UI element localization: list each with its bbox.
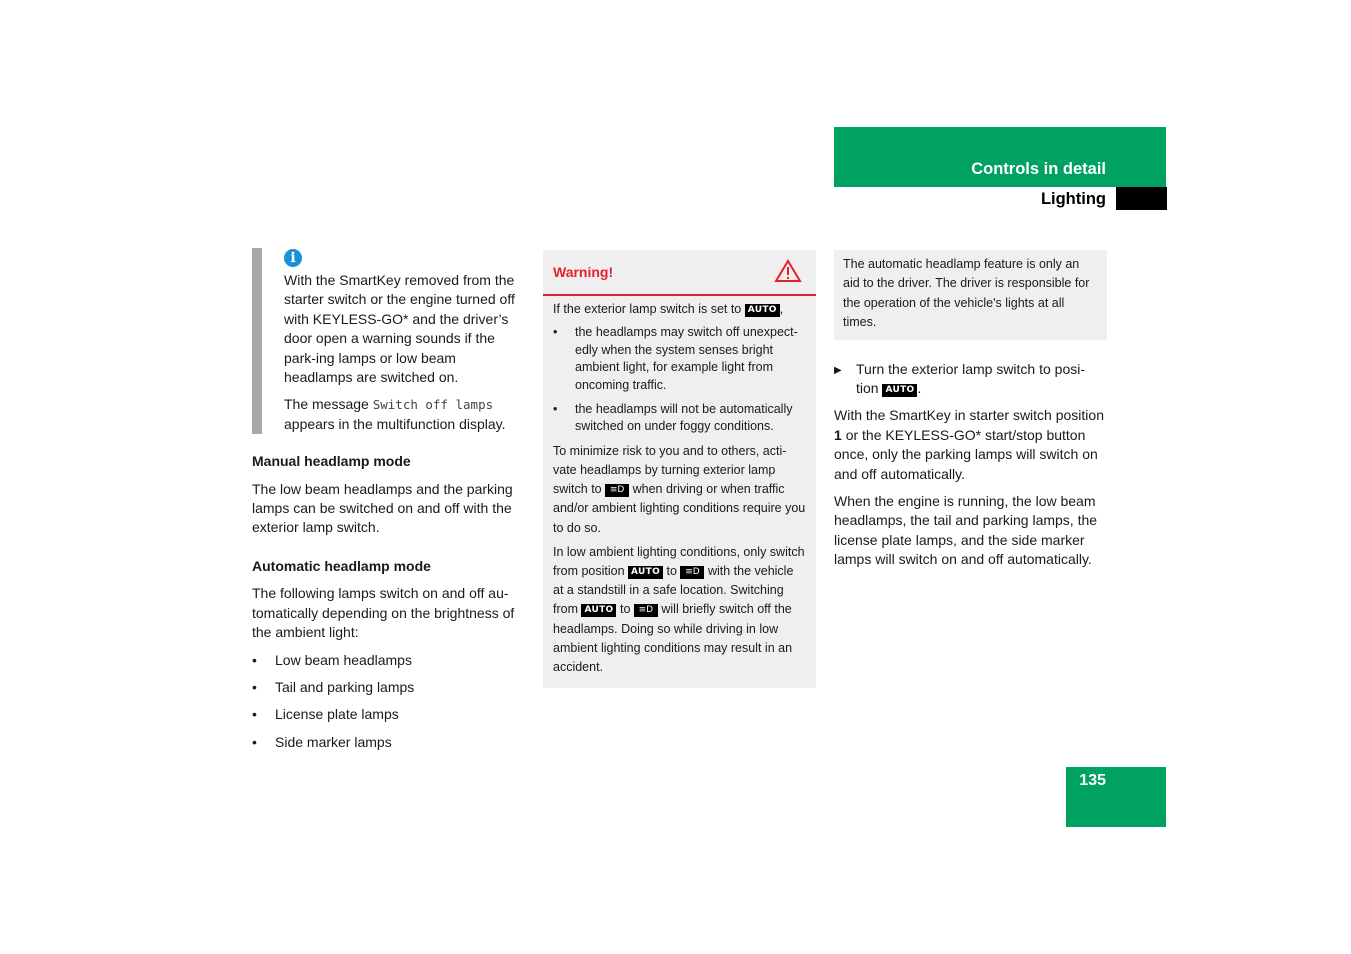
warning-p2-b: when driving or when traffic and/or ambient lighting conditions require you to do so. — [553, 482, 806, 535]
warning-p3-c: will briefly switch off the headlamps. Doing so while driving in low ambient lighting conditions may result in an accident. — [553, 602, 793, 674]
info-note — [252, 248, 528, 434]
warning-p2-a: To minimize risk to you and to others, acti-vate headlamps by turning exterior lamp switch to — [553, 443, 787, 497]
note-box — [834, 250, 1107, 340]
warning-para-3 — [553, 543, 807, 677]
low-beam-icon: ≡D — [680, 566, 704, 579]
warning-p3-a: In low ambient lighting conditions, only switch from position — [553, 544, 805, 578]
right-column — [834, 250, 1107, 570]
section-marker — [1116, 187, 1167, 210]
manual-heading: Manual headlamp mode — [252, 453, 411, 470]
warning-p3-b: with the vehicle at a standstill in a safe location. Switching from — [553, 563, 794, 617]
smartkey-text-a: With the SmartKey in starter switch position — [834, 407, 1104, 424]
warning-p3-to: to — [666, 563, 677, 578]
warning-intro-text: If the exterior lamp switch is set to — [553, 302, 742, 316]
smartkey-text — [834, 406, 1107, 484]
warning-title: Warning! — [553, 264, 614, 280]
manual-text: The low beam headlamps and the parking lamps can be switched on and off with the exterior lamp switch. — [252, 480, 513, 536]
warning-para-2 — [553, 442, 807, 538]
engine-running-text: When the engine is running, the low beam headlamps, the tail and parking lamps, the license plate lamps, and the side marker lamps will switch on and off automatically. — [834, 493, 1098, 568]
auto-heading: Automatic headlamp mode — [252, 557, 431, 574]
info-message-pre: The message — [284, 396, 373, 413]
info-message-post: appears in the multifunction display. — [284, 415, 506, 432]
list-item: • the headlamps will not be automatically switched on under foggy conditions. — [553, 401, 807, 436]
auto-symbol: AUTO — [745, 304, 780, 317]
list-item: • Low beam headlamps — [252, 651, 528, 670]
auto-symbol: AUTO — [628, 566, 663, 579]
lamp-list — [252, 651, 528, 753]
info-message — [284, 395, 528, 434]
auto-text: The following lamps switch on and off au-tomatically depending on the brightness of the ambient light: — [252, 585, 515, 641]
low-beam-icon: ≡D — [605, 484, 629, 497]
list-item: • Tail and parking lamps — [252, 678, 528, 697]
subsection-title: Lighting — [1040, 190, 1106, 208]
warning-triangle-icon — [774, 259, 802, 283]
warning-header — [543, 250, 816, 296]
warning-intro: If the exterior lamp switch is set to AUTO , — [553, 302, 784, 316]
low-beam-icon: ≡D — [634, 604, 658, 617]
list-item: • License plate lamps — [252, 705, 528, 724]
info-icon: i — [284, 249, 302, 267]
smartkey-text-b: or the KEYLESS-GO* start/stop button once, only the parking lamps will switch on and off automatically. — [834, 426, 1098, 482]
auto-symbol: AUTO — [882, 384, 917, 397]
auto-symbol: AUTO — [581, 604, 616, 617]
info-text: With the SmartKey removed from the starter switch or the engine turned off with KEYLESS-GO* and the driver’s door open a warning sounds if the park-ing lamps or low beam headlamps are switched on. — [284, 272, 515, 386]
warning-body — [543, 296, 816, 688]
instruction-step: ▶ Turn the exterior lamp switch to posi-tion AUTO . — [834, 360, 1107, 399]
list-item: • Side marker lamps — [252, 733, 528, 752]
step-text: Turn the exterior lamp switch to posi-tion — [856, 360, 1086, 397]
warning-list — [553, 324, 807, 436]
display-message-code: Switch off lamps — [372, 397, 494, 413]
note-text: The automatic headlamp feature is only an aid to the driver. The driver is responsible for the operation of the vehicle's lights at all times. — [843, 257, 1090, 330]
warning-box — [543, 250, 816, 688]
page-number: 135 — [1079, 772, 1106, 789]
section-title: Controls in detail — [971, 160, 1106, 178]
switch-position: 1 — [834, 426, 842, 443]
warning-p3-to: to — [619, 602, 631, 617]
left-column — [252, 248, 528, 760]
list-item: • the headlamps may switch off unexpect-edly when the system senses bright ambient light, for example light from oncoming traffic. — [553, 324, 807, 394]
